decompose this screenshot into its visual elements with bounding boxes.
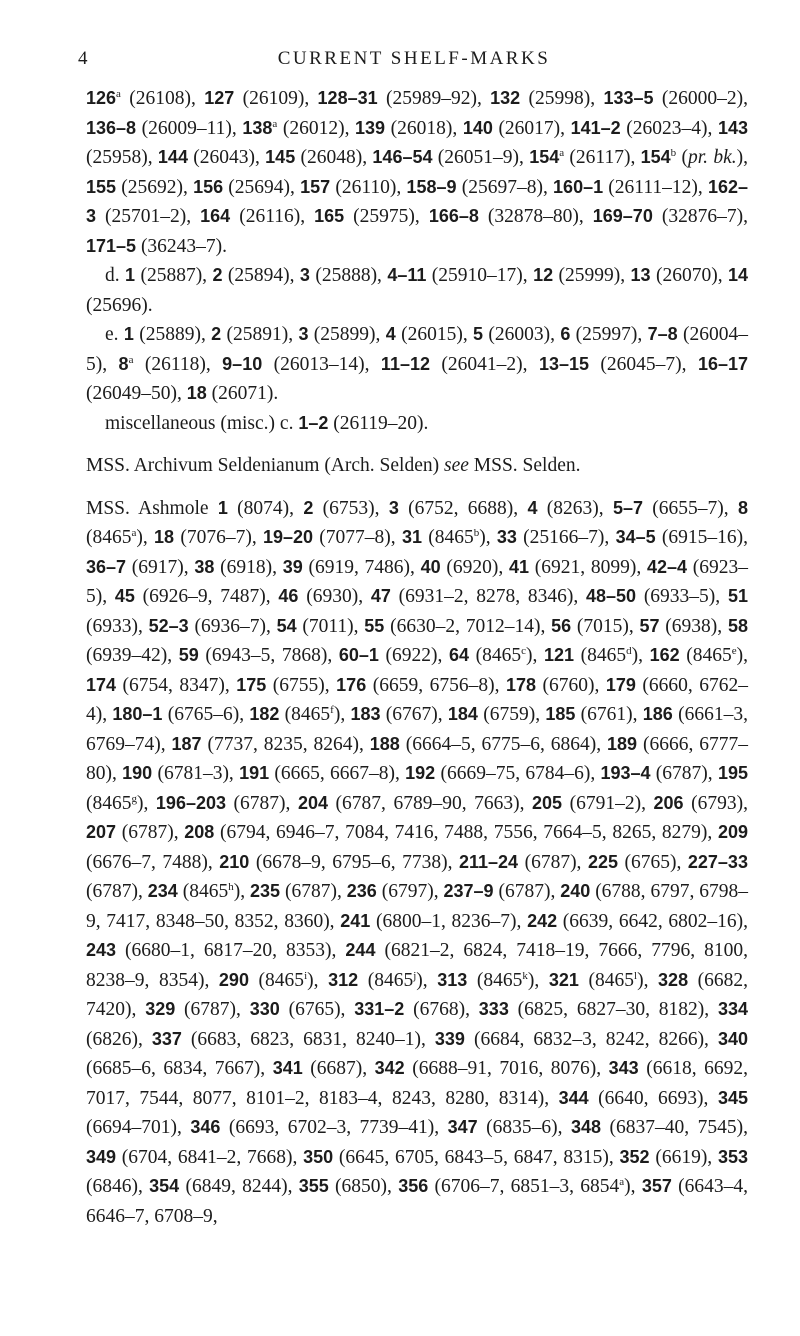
page-header	[74, 48, 754, 78]
page-body	[86, 84, 748, 1231]
page-number: 4	[78, 48, 88, 69]
entry-miscellaneous: miscellaneous (misc.) c. 1–2 (26119–20).	[105, 412, 429, 434]
entry-series-d: d. 1 (25887), 2 (25894), 3 (25888), 4–11 (25910–17), 12 (25999), 13 (26070), 14 (25696).	[86, 265, 749, 316]
entry-archivum-seldenianum: MSS. Archivum Seldenianum (Arch. Selden) see MSS. Selden.	[86, 455, 581, 476]
entry-series-e: e. 1 (25889), 2 (25891), 3 (25899), 4 (26015), 5 (26003), 6 (25997), 7–8 (26004–5), 8$^a$ (26118), 9–10 (26013–14), 11–12 (26041–2), 13–15 (26045–7), 16–17 (26049–50), 18 (26071).	[86, 324, 749, 404]
entry-ashmole: MSS. Ashmole 1 (8074), 2 (6753), 3 (6752, 6688), 4 (8263), 5–7 (6655–7), 8 (8465$^a$), 18 (7076–7), 19–20 (7077–8), 31 (8465$^b$), 33 (25166–7), 34–5 (6915–16), 36–7 (6917), 38 (6918), 39 (6919, 7486), 40 (6920), 41 (6921, 8099), 42–4 (6923–5), 45 (6926–9, 7487), 46 (6930), 47 (6931–2, 8278, 8346), 48–50 (6933–5), 51 (6933), 52–3 (6936–7), 54 (7011), 55 (6630–2, 7012–14), 56 (7015), 57 (6938), 58 (6939–42), 59 (6943–5, 7868), 60–1 (6922), 64 (8465$^c$), 121 (8465$^d$), 162 (8465e), 174 (6754, 8347), 175 (6755), 176 (6659, 6756–8), 178 (6760), 179 (6660, 6762–4), 180–1 (6765–6), 182 (8465$^f$), 183 (6767), 184 (6759), 185 (6761), 186 (6661–3, 6769–74), 187 (7737, 8235, 8264), 188 (6664–5, 6775–6, 6864), 189 (6666, 6777–80), 190 (6781–3), 191 (6665, 6667–8), 192 (6669–75, 6784–6), 193–4 (6787), 195 (8465$^g$), 196–203 (6787), 204 (6787, 6789–90, 7663), 205 (6791–2), 206 (6793), 207 (6787), 208 (6794, 6946–7, 7084, 7416, 7488, 7556, 7664–5, 8265, 8279), 209 (6676–7, 7488), 210 (6678–9, 6795–6, 7738), 211–24 (6787), 225 (6765), 227–33 (6787), 234 (8465$^h$), 235 (6787), 236 (6797), 237–9 (6787), 240 (6788, 6797, 6798–9, 7417, 8348–50, 8352, 8360), 241 (6800–1, 8236–7), 242 (6639, 6642, 6802–16), 243 (6680–1, 6817–20, 8353), 244 (6821–2, 6824, 7418–19, 7666, 7796, 8100, 8238–9, 8354), 290 (8465$^i$), 312 (8465$^j$), 313 (8465$^k$), 321 (8465$^l$), 328 (6682, 7420), 329 (6787), 330 (6765), 331–2 (6768), 333 (6825, 6827–30, 8182), 334 (6826), 337 (6683, 6823, 6831, 8240–1), 339 (6684, 6832–3, 8242, 8266), 340 (6685–6, 6834, 7667), 341 (6687), 342 (6688–91, 7016, 8076), 343 (6618, 6692, 7017, 7544, 8077, 8101–2, 8183–4, 8243, 8280, 8314), 344 (6640, 6693), 345 (6694–701), 346 (6693, 6702–3, 7739–41), 347 (6835–6), 348 (6837–40, 7545), 349 (6704, 6841–2, 7668), 350 (6645, 6705, 6843–5, 6847, 8315), 352 (6619), 353 (6846), 354 (6849, 8244), 355 (6850), 356 (6706–7, 6851–3, 6854$^a$), 357 (6643–4, 6646–7, 6708–9,	[86, 497, 749, 1227]
running-title: CURRENT SHELF-MARKS	[277, 48, 551, 69]
entry-continuation: 126$^a$ (26108), 127 (26109), 128–31 (25989–92), 132 (25998), 133–5 (26000–2), 136–8 (26009–11), 138$^a$ (26012), 139 (26018), 140 (26017), 141–2 (26023–4), 143 (25958), 144 (26043), 145 (26048), 146–54 (26051–9), 154$^a$ (26117), 154$^b$ (pr. bk.), 155 (25692), 156 (25694), 157 (26110), 158–9 (25697–8), 160–1 (26111–12), 162–3 (25701–2), 164 (26116), 165 (25975), 166–8 (32878–80), 169–70 (32876–7), 171–5 (36243–7).	[86, 88, 748, 257]
